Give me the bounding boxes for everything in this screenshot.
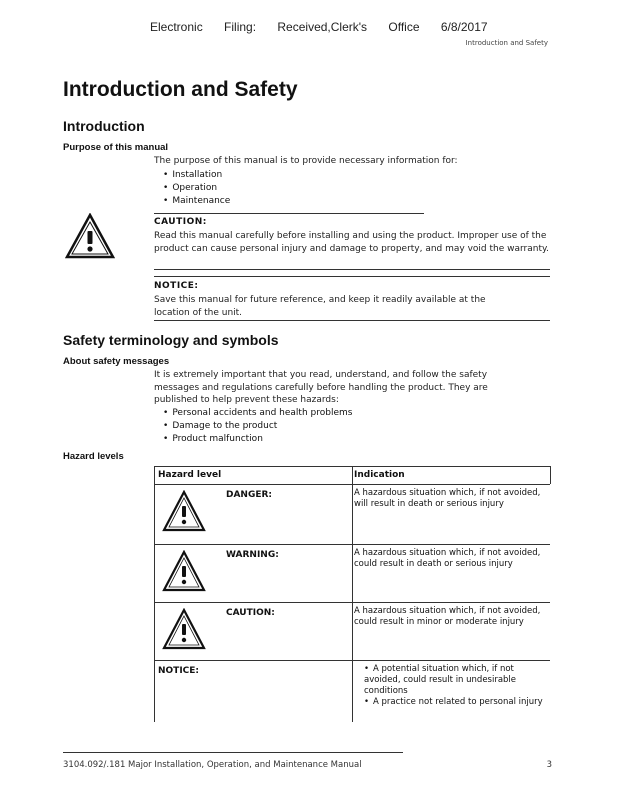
list-item: • Installation [163,169,230,182]
caution-label: CAUTION: [154,217,207,227]
divider [154,276,550,277]
col-header-level: Hazard level [158,470,222,480]
section-heading-introduction: Introduction [63,118,145,134]
notice-text: Save this manual for future reference, and keep it readily available at the location of the unit. [154,295,486,318]
col-header-indication: Indication [354,470,405,480]
divider [154,269,550,270]
stamp-word: Electronic [150,20,203,34]
list-item: • A potential situation which, if not avoided, could result in undesirable conditions [364,664,548,697]
indication-warning: A hazardous situation which, if not avoided, could result in death or serious injury [354,548,541,569]
level-caution: CAUTION: [226,608,275,618]
list-item: • Damage to the product [163,420,352,433]
table-row [154,484,550,544]
stamp-word: 6/8/2017 [440,20,488,34]
table-row [154,602,550,660]
subheading-hazard-levels: Hazard levels [63,451,124,462]
level-danger: DANGER: [226,490,273,500]
notice-label: NOTICE: [154,281,199,291]
table-row [154,544,550,602]
caution-triangle-icon [162,608,206,650]
list-item: • Maintenance [163,195,230,208]
notice-indication-list [364,664,548,708]
indication-caution: A hazardous situation which, if not avoided, could result in minor or moderate injury [354,606,541,627]
purpose-text: The purpose of this manual is to provide necessary information for: [154,156,458,166]
subheading-about-safety: About safety messages [63,356,170,367]
section-heading-safety: Safety terminology and symbols [63,332,279,348]
indication-danger: A hazardous situation which, if not avoided, will result in death or serious injury [354,488,541,509]
page-number: 3 [546,760,552,770]
level-notice: NOTICE: [158,666,200,676]
danger-triangle-icon [162,490,206,532]
hazards-list [163,407,352,446]
list-item: • Personal accidents and health problems [163,407,352,420]
purpose-list [163,169,230,208]
about-safety-text: It is extremely important that you read, understand, and follow the safety messages and regulations carefully before handling the product. They are published to help prevent these hazards: [154,370,488,405]
footer-rule [63,752,403,753]
filing-stamp [150,20,504,34]
footer-text: 3104.092/.181 Major Installation, Operation, and Maintenance Manual [63,760,362,770]
table-right-border [550,466,551,484]
list-item: • Operation [163,182,230,195]
warning-triangle-icon [162,550,206,592]
hazard-levels-table [154,466,552,722]
caution-text: Read this manual carefully before installing and using the product. Improper use of the product can cause personal injury and damage to property, and may void the warranty. [154,231,549,254]
subheading-purpose: Purpose of this manual [63,142,169,153]
stamp-word: Filing: [224,20,257,34]
stamp-word: Received,Clerk's [277,20,368,34]
warning-triangle-icon [65,213,115,259]
level-warning: WARNING: [226,550,279,560]
page-title: Introduction and Safety [63,78,298,101]
table-row [154,660,550,722]
divider [154,213,424,214]
list-item: • Product malfunction [163,433,352,446]
running-head: Introduction and Safety [465,39,548,47]
divider [154,320,550,321]
stamp-word: Office [388,20,420,34]
list-item: • A practice not related to personal injury [364,697,548,708]
